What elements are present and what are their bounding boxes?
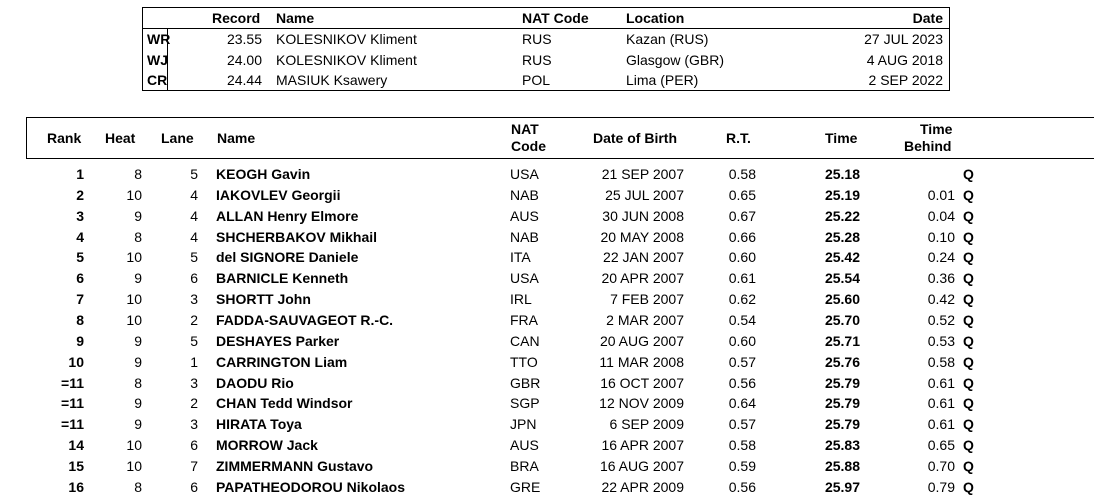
lane-cell: 6 <box>190 478 198 495</box>
table-row <box>0 227 1094 248</box>
name-cell: DESHAYES Parker <box>216 332 340 349</box>
time-behind-cell: 0.10 <box>927 228 955 245</box>
dob-cell: 21 SEP 2007 <box>601 166 684 182</box>
reaction-time-cell: 0.60 <box>728 249 756 266</box>
reaction-time-cell: 0.66 <box>728 228 756 245</box>
rank-cell: 10 <box>68 353 84 370</box>
time-behind-cell: 0.79 <box>927 478 955 495</box>
heat-cell: 9 <box>134 416 142 433</box>
heat-cell: 9 <box>134 395 142 412</box>
results-header-nat-2: Code <box>511 138 546 154</box>
nat-cell: NAB <box>510 228 539 245</box>
record-name: MASIUK Ksawery <box>276 72 388 89</box>
results-header <box>26 117 1094 159</box>
rank-cell: 4 <box>76 228 84 245</box>
qualified-badge: Q <box>963 478 974 495</box>
record-label: WJ <box>147 51 168 68</box>
record-label: WR <box>147 31 171 47</box>
nat-cell: USA <box>510 270 539 287</box>
time-cell: 25.71 <box>824 332 860 349</box>
time-behind-cell: 0.58 <box>927 353 955 370</box>
time-cell: 25.79 <box>824 416 860 433</box>
name-cell: KEOGH Gavin <box>216 166 311 182</box>
reaction-time-cell: 0.64 <box>728 395 756 412</box>
time-behind-cell: 0.04 <box>927 207 955 224</box>
records-header-record: Record <box>212 10 261 26</box>
dob-cell: 11 MAR 2008 <box>599 353 684 370</box>
time-cell: 25.97 <box>824 478 860 495</box>
lane-cell: 2 <box>190 311 198 328</box>
lane-cell: 4 <box>190 228 198 245</box>
nat-cell: SGP <box>510 395 540 412</box>
heat-cell: 10 <box>126 249 142 266</box>
reaction-time-cell: 0.56 <box>728 478 756 495</box>
heat-cell: 8 <box>134 374 142 391</box>
name-cell: ZIMMERMANN Gustavo <box>216 457 374 474</box>
name-cell: CARRINGTON Liam <box>216 353 348 370</box>
heat-cell: 8 <box>134 228 142 245</box>
qualified-badge: Q <box>963 249 974 266</box>
nat-cell: AUS <box>510 207 539 224</box>
dob-cell: 16 AUG 2007 <box>599 457 684 474</box>
dob-cell: 20 AUG 2007 <box>599 332 684 349</box>
time-cell: 25.88 <box>824 457 860 474</box>
lane-cell: 5 <box>190 249 198 266</box>
qualified-badge: Q <box>963 395 974 412</box>
results-header-behind-1: Time <box>920 121 953 137</box>
qualified-badge: Q <box>963 186 974 203</box>
record-date: 2 SEP 2022 <box>868 72 943 89</box>
time-cell: 25.42 <box>824 249 860 266</box>
rank-cell: 15 <box>68 457 84 474</box>
lane-cell: 1 <box>190 353 198 370</box>
dob-cell: 16 OCT 2007 <box>600 374 684 391</box>
table-row <box>0 477 1094 498</box>
record-nat: RUS <box>522 31 552 47</box>
dob-cell: 16 APR 2007 <box>601 437 684 454</box>
record-label: CR <box>147 72 168 89</box>
record-date: 4 AUG 2018 <box>866 51 943 68</box>
qualified-badge: Q <box>963 353 974 370</box>
name-cell: BARNICLE Kenneth <box>216 270 349 287</box>
results-header-lane: Lane <box>161 130 194 146</box>
time-behind-cell: 0.52 <box>927 311 955 328</box>
qualified-badge: Q <box>963 207 974 224</box>
qualified-badge: Q <box>963 416 974 433</box>
table-row <box>0 268 1094 289</box>
name-cell: DAODU Rio <box>216 374 294 391</box>
lane-cell: 3 <box>190 416 198 433</box>
record-time: 23.55 <box>226 31 262 47</box>
rank-cell: 5 <box>76 249 84 266</box>
nat-cell: USA <box>510 166 539 182</box>
nat-cell: ITA <box>510 249 531 266</box>
heat-cell: 10 <box>126 437 142 454</box>
time-behind-cell: 0.65 <box>927 437 955 454</box>
qualified-badge: Q <box>963 228 974 245</box>
results-header-time: Time <box>825 130 858 146</box>
time-behind-cell: 0.61 <box>927 374 955 391</box>
heat-cell: 10 <box>126 311 142 328</box>
results-header-nat-1: NAT <box>511 121 539 137</box>
table-row <box>0 185 1094 206</box>
name-cell: SHCHERBAKOV Mikhail <box>216 228 378 245</box>
reaction-time-cell: 0.60 <box>728 332 756 349</box>
lane-cell: 4 <box>190 207 198 224</box>
reaction-time-cell: 0.67 <box>728 207 756 224</box>
results-header-rt: R.T. <box>726 130 751 146</box>
rank-cell: =11 <box>61 416 84 433</box>
heat-cell: 8 <box>134 166 142 182</box>
qualified-badge: Q <box>963 166 974 182</box>
dob-cell: 2 MAR 2007 <box>606 311 684 328</box>
lane-cell: 6 <box>190 437 198 454</box>
lane-cell: 7 <box>190 457 198 474</box>
reaction-time-cell: 0.61 <box>728 270 756 287</box>
records-table <box>142 7 950 91</box>
rank-cell: 1 <box>76 166 84 182</box>
qualified-badge: Q <box>963 311 974 328</box>
nat-cell: NAB <box>510 186 539 203</box>
nat-cell: AUS <box>510 437 539 454</box>
rank-cell: 8 <box>76 311 84 328</box>
record-row-wr <box>143 29 949 49</box>
lane-cell: 5 <box>190 332 198 349</box>
time-cell: 25.79 <box>824 395 860 412</box>
record-location: Lima (PER) <box>626 72 699 89</box>
record-name: KOLESNIKOV Kliment <box>276 31 417 47</box>
table-row <box>0 310 1094 331</box>
qualified-badge: Q <box>963 291 974 308</box>
heat-cell: 9 <box>134 207 142 224</box>
heat-cell: 10 <box>126 186 142 203</box>
nat-cell: JPN <box>510 416 537 433</box>
time-behind-cell: 0.24 <box>927 249 955 266</box>
lane-cell: 2 <box>190 395 198 412</box>
name-cell: ALLAN Henry Elmore <box>216 207 359 224</box>
records-header-location: Location <box>626 10 685 26</box>
qualified-badge: Q <box>963 437 974 454</box>
name-cell: FADDA-SAUVAGEOT R.-C. <box>216 311 394 328</box>
nat-cell: GRE <box>510 478 541 495</box>
record-time: 24.44 <box>226 72 262 89</box>
record-name: KOLESNIKOV Kliment <box>276 51 417 68</box>
name-cell: MORROW Jack <box>216 437 318 454</box>
reaction-time-cell: 0.59 <box>728 457 756 474</box>
record-location: Kazan (RUS) <box>626 31 709 47</box>
qualified-badge: Q <box>963 457 974 474</box>
records-header-nat: NAT Code <box>522 10 589 26</box>
time-cell: 25.18 <box>824 166 860 182</box>
rank-cell: 16 <box>68 478 84 495</box>
record-row-cr <box>143 70 949 90</box>
time-behind-cell: 0.42 <box>927 291 955 308</box>
results-header-heat: Heat <box>105 130 136 146</box>
time-behind-cell: 0.70 <box>927 457 955 474</box>
dob-cell: 20 APR 2007 <box>601 270 684 287</box>
name-cell: HIRATA Toya <box>216 416 302 433</box>
heat-cell: 9 <box>134 353 142 370</box>
record-nat: POL <box>522 72 551 89</box>
record-row-wj <box>143 50 949 70</box>
dob-cell: 20 MAY 2008 <box>600 228 684 245</box>
table-row <box>0 331 1094 352</box>
rank-cell: =11 <box>61 395 84 412</box>
time-cell: 25.70 <box>824 311 860 328</box>
time-cell: 25.22 <box>824 207 860 224</box>
table-row <box>0 164 1094 185</box>
lane-cell: 3 <box>190 374 198 391</box>
dob-cell: 7 FEB 2007 <box>610 291 684 308</box>
lane-cell: 3 <box>190 291 198 308</box>
nat-cell: BRA <box>510 457 539 474</box>
table-row <box>0 373 1094 394</box>
dob-cell: 30 JUN 2008 <box>602 207 684 224</box>
dob-cell: 22 APR 2009 <box>601 478 684 495</box>
record-nat: RUS <box>522 51 552 68</box>
rank-cell: 2 <box>76 186 84 203</box>
lane-cell: 5 <box>190 166 198 182</box>
time-behind-cell: 0.01 <box>927 186 955 203</box>
results-header-name: Name <box>217 130 256 146</box>
reaction-time-cell: 0.56 <box>728 374 756 391</box>
records-header-date: Date <box>912 10 943 26</box>
time-cell: 25.76 <box>824 353 860 370</box>
table-row <box>0 435 1094 456</box>
heat-cell: 8 <box>134 478 142 495</box>
name-cell: PAPATHEODOROU Nikolaos <box>216 478 406 495</box>
lane-cell: 4 <box>190 186 198 203</box>
time-cell: 25.79 <box>824 374 860 391</box>
time-cell: 25.54 <box>824 270 860 287</box>
record-location: Glasgow (GBR) <box>626 51 725 68</box>
rank-cell: 6 <box>76 270 84 287</box>
records-header-name: Name <box>276 10 315 26</box>
table-row <box>0 289 1094 310</box>
table-row <box>0 247 1094 268</box>
qualified-badge: Q <box>963 270 974 287</box>
results-header-rank: Rank <box>47 130 82 146</box>
records-header-row <box>143 8 949 28</box>
name-cell: del SIGNORE Daniele <box>216 249 359 266</box>
name-cell: CHAN Tedd Windsor <box>216 395 353 412</box>
table-row <box>0 456 1094 477</box>
name-cell: SHORTT John <box>216 291 311 308</box>
reaction-time-cell: 0.65 <box>728 186 756 203</box>
reaction-time-cell: 0.58 <box>728 437 756 454</box>
results-header-behind-2: Behind <box>904 138 952 154</box>
time-cell: 25.60 <box>824 291 860 308</box>
dob-cell: 22 JAN 2007 <box>603 249 684 266</box>
time-cell: 25.19 <box>824 186 860 203</box>
heat-cell: 10 <box>126 457 142 474</box>
heat-cell: 10 <box>126 291 142 308</box>
dob-cell: 12 NOV 2009 <box>599 395 684 412</box>
nat-cell: FRA <box>510 311 538 328</box>
reaction-time-cell: 0.58 <box>728 166 756 182</box>
dob-cell: 6 SEP 2009 <box>609 416 684 433</box>
record-date: 27 JUL 2023 <box>864 31 943 47</box>
reaction-time-cell: 0.57 <box>728 353 756 370</box>
nat-cell: CAN <box>510 332 540 349</box>
time-behind-cell: 0.61 <box>927 395 955 412</box>
rank-cell: 3 <box>76 207 84 224</box>
lane-cell: 6 <box>190 270 198 287</box>
table-row <box>0 393 1094 414</box>
nat-cell: TTO <box>510 353 538 370</box>
reaction-time-cell: 0.57 <box>728 416 756 433</box>
rank-cell: 7 <box>76 291 84 308</box>
time-behind-cell: 0.53 <box>927 332 955 349</box>
name-cell: IAKOVLEV Georgii <box>216 186 341 203</box>
results-header-dob: Date of Birth <box>593 130 677 146</box>
table-row <box>0 414 1094 435</box>
dob-cell: 25 JUL 2007 <box>605 186 684 203</box>
nat-cell: GBR <box>510 374 541 391</box>
table-row <box>0 352 1094 373</box>
rank-cell: =11 <box>61 374 84 391</box>
time-cell: 25.28 <box>824 228 860 245</box>
qualified-badge: Q <box>963 332 974 349</box>
nat-cell: IRL <box>510 291 532 308</box>
heat-cell: 9 <box>134 270 142 287</box>
time-behind-cell: 0.36 <box>927 270 955 287</box>
record-time: 24.00 <box>226 51 262 68</box>
time-behind-cell: 0.61 <box>927 416 955 433</box>
rank-cell: 9 <box>76 332 84 349</box>
qualified-badge: Q <box>963 374 974 391</box>
time-cell: 25.83 <box>824 437 860 454</box>
table-row <box>0 206 1094 227</box>
rank-cell: 14 <box>68 437 84 454</box>
reaction-time-cell: 0.62 <box>728 291 756 308</box>
heat-cell: 9 <box>134 332 142 349</box>
reaction-time-cell: 0.54 <box>728 311 756 328</box>
